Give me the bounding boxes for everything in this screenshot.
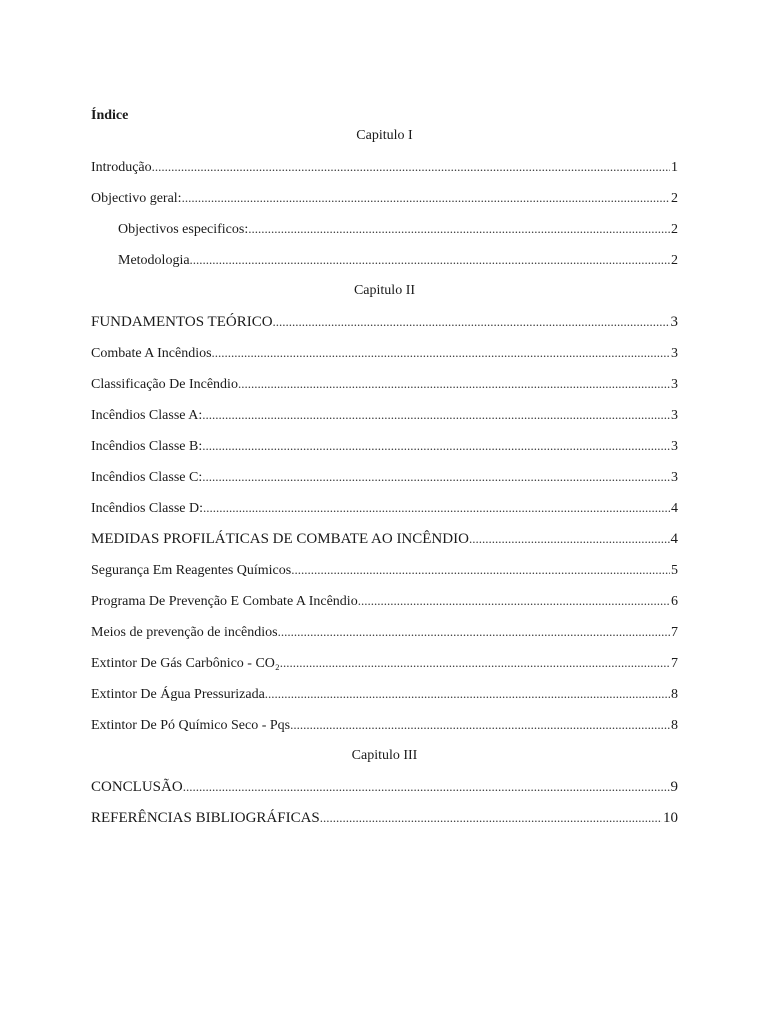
toc-entry-label: Incêndios Classe C: bbox=[91, 470, 203, 485]
toc-page-number: 3 bbox=[671, 377, 678, 392]
toc-leader-dots bbox=[320, 808, 662, 828]
toc-entry-label: Incêndios Classe B: bbox=[91, 439, 203, 454]
toc-entry-label: MEDIDAS PROFILÁTICAS DE COMBATE AO INCÊNDIO bbox=[91, 531, 469, 547]
toc-entry[interactable] bbox=[91, 653, 678, 673]
toc-entry[interactable] bbox=[91, 219, 678, 239]
toc-leader-dots bbox=[202, 405, 670, 425]
toc-entry-label: Programa De Prevenção E Combate A Incêndio bbox=[91, 594, 358, 609]
toc-page-number: 2 bbox=[671, 253, 678, 268]
chapter-heading: Capitulo I bbox=[356, 128, 413, 143]
toc-entry[interactable] bbox=[91, 622, 678, 642]
toc-entry[interactable] bbox=[91, 188, 678, 208]
toc-leader-dots bbox=[248, 219, 670, 239]
toc-entry-label: Introdução bbox=[91, 160, 152, 175]
toc-page-number: 3 bbox=[671, 470, 678, 485]
toc-leader-dots bbox=[265, 684, 670, 704]
toc-leader-dots bbox=[202, 467, 670, 487]
toc-entry-label: Incêndios Classe A: bbox=[91, 408, 203, 423]
toc-entry-label: FUNDAMENTOS TEÓRICO bbox=[91, 314, 273, 330]
toc-page-number: 3 bbox=[670, 314, 678, 330]
toc-entry-label: Classificação De Incêndio bbox=[91, 377, 238, 392]
toc-page-number: 6 bbox=[671, 594, 678, 609]
toc-leader-dots bbox=[190, 250, 670, 270]
toc-leader-dots bbox=[273, 312, 670, 332]
toc-leader-dots bbox=[212, 343, 670, 363]
toc-entry[interactable] bbox=[91, 343, 678, 363]
toc-leader-dots bbox=[278, 622, 670, 642]
toc-entry[interactable] bbox=[91, 157, 678, 177]
toc-entry[interactable] bbox=[91, 808, 678, 828]
toc-entry[interactable] bbox=[91, 684, 678, 704]
toc-page-number: 3 bbox=[671, 439, 678, 454]
toc-entry-label: Meios de prevenção de incêndios bbox=[91, 625, 278, 640]
toc-entry[interactable] bbox=[91, 405, 678, 425]
toc-leader-dots bbox=[202, 436, 670, 456]
toc-entry-label: Segurança Em Reagentes Químicos bbox=[91, 563, 292, 578]
toc-entry-label: Extintor De Pó Químico Seco - Pqs bbox=[91, 718, 291, 733]
chapter-heading: Capitulo II bbox=[353, 283, 416, 298]
toc-page-number: 7 bbox=[671, 656, 678, 671]
toc-entry[interactable] bbox=[91, 715, 678, 735]
toc-entry-label: CONCLUSÃO bbox=[91, 779, 183, 795]
toc-page-number: 2 bbox=[671, 222, 678, 237]
toc-page-number: 10 bbox=[663, 810, 678, 826]
toc-entry-label: Objectivo geral: bbox=[91, 191, 182, 206]
toc-page-number: 8 bbox=[671, 718, 678, 733]
toc-entry[interactable] bbox=[91, 436, 678, 456]
toc-entry[interactable] bbox=[91, 498, 678, 518]
toc-entry-label: REFERÊNCIAS BIBLIOGRÁFICAS bbox=[91, 810, 320, 826]
toc-entry[interactable] bbox=[91, 777, 678, 797]
toc-page-number: 2 bbox=[671, 191, 678, 206]
toc-entry[interactable] bbox=[91, 560, 678, 580]
toc-leader-dots bbox=[152, 157, 670, 177]
toc-entry[interactable] bbox=[91, 250, 678, 270]
toc-entry-label: Extintor De Água Pressurizada bbox=[91, 687, 265, 702]
toc-entry[interactable] bbox=[91, 312, 678, 332]
table-of-contents bbox=[91, 126, 678, 839]
toc-leader-dots bbox=[183, 777, 670, 797]
toc-page-number: 4 bbox=[671, 501, 678, 516]
toc-leader-dots bbox=[469, 529, 670, 549]
toc-leader-dots bbox=[203, 498, 670, 518]
toc-entry[interactable] bbox=[91, 591, 678, 611]
toc-page-number: 5 bbox=[671, 563, 678, 578]
toc-leader-dots bbox=[182, 188, 670, 208]
toc-entry-label: Extintor De Gás Carbônico - CO₂ bbox=[91, 656, 280, 671]
toc-page-number: 4 bbox=[670, 531, 678, 547]
toc-entry[interactable] bbox=[91, 529, 678, 549]
toc-entry[interactable] bbox=[91, 467, 678, 487]
toc-page-number: 7 bbox=[671, 625, 678, 640]
toc-entry-label: Combate A Incêndios bbox=[91, 346, 212, 361]
toc-page-number: 9 bbox=[670, 779, 678, 795]
index-title: Índice bbox=[91, 108, 129, 123]
toc-leader-dots bbox=[291, 560, 670, 580]
toc-leader-dots bbox=[290, 715, 670, 735]
toc-leader-dots bbox=[238, 374, 670, 394]
toc-page-number: 1 bbox=[671, 160, 678, 175]
toc-page-number: 3 bbox=[671, 408, 678, 423]
toc-entry-label: Objectivos especificos: bbox=[118, 222, 249, 237]
toc-page-number: 3 bbox=[671, 346, 678, 361]
toc-entry-label: Metodologia bbox=[118, 253, 190, 268]
toc-leader-dots bbox=[280, 653, 670, 673]
chapter-heading: Capitulo III bbox=[351, 748, 418, 763]
toc-entry[interactable] bbox=[91, 374, 678, 394]
toc-leader-dots bbox=[358, 591, 670, 611]
toc-entry-label: Incêndios Classe D: bbox=[91, 501, 203, 516]
toc-page-number: 8 bbox=[671, 687, 678, 702]
